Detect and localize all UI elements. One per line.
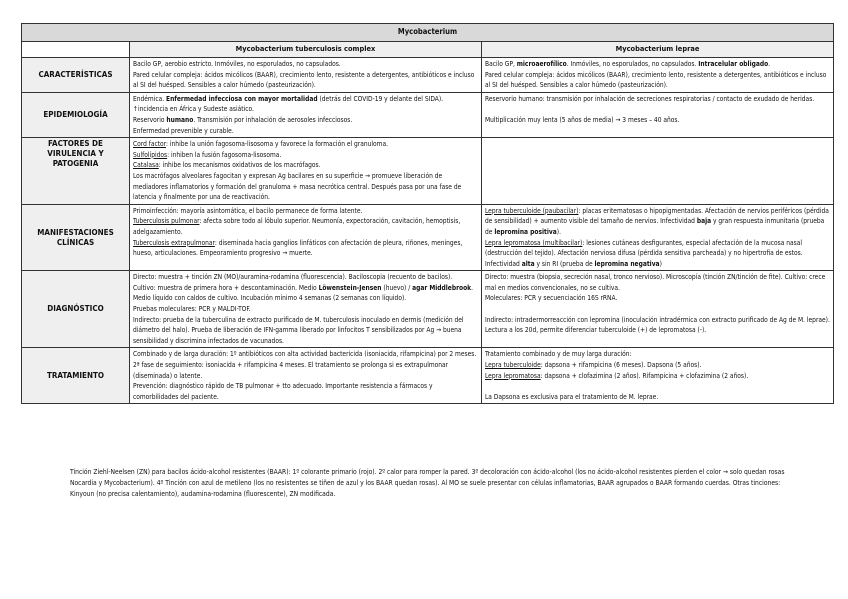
text-line: Indirecto: intradermorreacción con lepromina (inoculación intradérmica con extracto purificado de Ag de M. leprae). Lectura a los 20d, permite diferenciar tuberculoide (+) de lepromatosa (-). xyxy=(485,315,830,335)
underlined-term: Lepra lepromatosa (multibacilar) xyxy=(485,238,583,247)
text-line: Reservorio humano: transmisión por inhalación de secreciones respiratorias / contacto de exudado de heridas. xyxy=(485,94,815,103)
bold-text: Enfermedad infecciosa con mayor mortalidad xyxy=(166,94,318,103)
text-line: Combinado y de larga duración: 1º antibióticos con alta actividad bactericida (isoniacida, rifampicina) por 2 meses. 2ª fase de seguimiento: isoniacida + rifampicina 4 meses. El tratamiento se prolonga si es extrapulmonar (diseminada) o latente. xyxy=(133,350,477,380)
text-fragment: : inhibe los mecanismos oxidativos de los macrófagos. xyxy=(158,161,321,170)
row-label-manifestaciones: MANIFESTACIONES CLÍNICAS xyxy=(22,204,130,271)
column-header-tb: Mycobacterium tuberculosis complex xyxy=(130,42,482,58)
text-fragment: : diseminada hacia ganglios linfáticos con afectación de pleura, riñones, meninges, hueso, articulaciones. Empeoramiento progresivo → muerte. xyxy=(133,238,463,258)
column-header-leprae: Mycobacterium leprae xyxy=(482,42,834,58)
underlined-term: Lepra lepromatosa xyxy=(485,371,541,380)
text-fragment: : afecta sobre todo al lóbulo superior. Neumonía, expectoración, cavitación, hemoptisis, adelgazamiento. xyxy=(133,217,461,236)
bold-text: microaerofílico xyxy=(516,60,567,68)
text-line xyxy=(133,216,478,237)
cell-leprae-tratamiento xyxy=(482,348,834,404)
underlined-term: Catalasa xyxy=(133,161,159,170)
text-fragment: Bacilo GP, xyxy=(485,60,517,68)
text-line xyxy=(133,94,478,115)
bold-text: humano xyxy=(166,115,194,124)
text-line xyxy=(133,238,478,259)
bold-text: lepromina negativa xyxy=(594,259,660,268)
cell-tb-virulencia xyxy=(130,138,482,205)
text-line: Pared celular compleja: ácidos micólicos (BAAR), crecimiento lento, resistente a detergentes, antibióticos e incluso al SI del huésped. Sensibles a calor húmedo (pasteurización). xyxy=(485,70,827,90)
text-line: Enfermedad prevenible y curable. xyxy=(133,126,234,135)
text-line xyxy=(485,59,830,70)
row-tratamiento xyxy=(22,348,834,404)
underlined-term: Lepra tuberculoide (paubacilar) xyxy=(485,206,579,215)
text-line: Pared celular compleja: ácidos micólicos (BAAR), crecimiento lento, resistente a detergentes, antibióticos e incluso al SI del huésped. Sensibles a calor húmedo (pasteurización). xyxy=(133,70,475,90)
text-fragment: : inhibe la unión fagosoma-lisosoma y favorece la formación el granuloma. xyxy=(166,140,388,149)
text-line xyxy=(485,371,830,382)
text-fragment: . Medio líquido con caldos de cultivo. Incubación mínimo 4 semanas (2 semanas con líquido). xyxy=(133,283,473,303)
text-fragment: : inhiben la fusión fagosoma-lisosoma. xyxy=(167,150,282,159)
text-fragment: ). xyxy=(556,227,561,236)
row-virulencia xyxy=(22,138,834,205)
bold-text: baja xyxy=(696,217,712,226)
underlined-term: Cord factor xyxy=(133,140,167,149)
spacer xyxy=(485,381,830,392)
row-label-epidemiologia: EPIDEMIOLOGÍA xyxy=(22,92,130,137)
cell-tb-manifestaciones xyxy=(130,204,482,271)
text-line xyxy=(485,238,830,270)
text-fragment: (detrás del COVID-19 y delante del SIDA). ↑incidencia en África y Sudeste asiático. xyxy=(133,94,444,114)
row-label-tratamiento: TRATAMIENTO xyxy=(22,348,130,404)
row-label-caracteristicas: CARACTERÍSTICAS xyxy=(22,58,130,93)
column-header-row xyxy=(22,42,834,58)
underlined-term: Sulfolípidos xyxy=(133,150,168,159)
cell-leprae-epidemiologia xyxy=(482,92,834,137)
text-line: Directo: muestra (biopsia, secreción nasal, tronco nervioso). Microscopía (tinción ZN/tinción de fite). Cultivo: crece mal en medios convencionales, no se cultiva. xyxy=(485,273,826,292)
cell-tb-diagnostico xyxy=(130,271,482,348)
row-caracteristicas xyxy=(22,58,834,93)
cell-leprae-diagnostico xyxy=(482,271,834,348)
cell-tb-epidemiologia xyxy=(130,92,482,137)
text-fragment: . Transmisión por inhalación de aerosoles infecciosos. xyxy=(193,115,353,124)
row-manifestaciones xyxy=(22,204,834,271)
text-line: Tratamiento combinado y de muy larga duración: xyxy=(485,350,632,359)
text-fragment: Endémica. xyxy=(133,94,167,103)
row-diagnostico xyxy=(22,271,834,348)
text-fragment: y sin RI (prueba de xyxy=(534,259,595,268)
corner-cell xyxy=(22,42,130,58)
cell-leprae-virulencia xyxy=(482,138,834,205)
title-row xyxy=(22,24,834,42)
text-fragment: (huevo) / xyxy=(381,283,413,292)
text-line: Los macrófagos alveolares fagocitan y expresan Ag bacilares en su superficie → promueve liberación de mediadores inflamatorios y formación del granuloma + masa necrótica central. Después pasa por una fase de latencia y finalmente por una de reactivación. xyxy=(133,171,462,202)
text-fragment: ) xyxy=(659,259,662,268)
underlined-term: Tuberculosis extrapulmonar xyxy=(133,238,215,247)
row-label-diagnostico: DIAGNÓSTICO xyxy=(22,271,130,348)
cell-leprae-manifestaciones xyxy=(482,204,834,271)
bold-text: Löwenstein-Jensen xyxy=(318,283,382,292)
text-line xyxy=(133,283,478,304)
row-epidemiologia xyxy=(22,92,834,137)
table-title: Mycobacterium xyxy=(22,24,834,42)
text-line xyxy=(133,139,478,150)
footnote-ziehl-neelsen: Tinción Ziehl-Neelsen (ZN) para bacilos ácido-alcohol resistentes (BAAR): 1º colorante primario (rojo). 2º calor para romper la pared. 3º decoloración con ácido-alcohol (los no ácido-alcohol resistentes pierden el color → solo quedan rosas Nocardia y Mycobacterium). 4º Tinción con azul de metileno (los no resistentes se tiñen de azul y los BAAR quedan rosas). Al MO se suele presentar con células inflamatorias, BAAR agrupados o BAAR formando cuerdas. Otras tinciones: Kinyoun (no precisa calentamiento), audamina-rodamina (fluorescente), ZN modificada. xyxy=(70,468,785,498)
text-fragment: : lesiones cutáneas desfigurantes, especial afectación de la mucosa nasal (destrucción del tejido). Afectación nerviosa difusa (pérdida sensitiva parcheada) y no hipertrofia de estos. Infectividad xyxy=(485,238,803,268)
text-fragment: Reservorio xyxy=(133,115,167,124)
bold-text: agar Middlebrook xyxy=(412,283,472,292)
text-line xyxy=(133,115,478,126)
text-line: Indirecto: prueba de la tuberculina de extracto purificado de M. tuberculosis inoculado en dermis (medición del diámetro del halo). Prueba de liberación de IFN-gamma liberado por linfocitos T sensibilizados por Ag → buena sensibilidad y discrimina infectados de vacunados. xyxy=(133,315,464,345)
text-fragment: Cultivo: muestra de primera hora + descontaminación. Medio xyxy=(133,283,319,292)
text-fragment: . Inmóviles, no esporulados, no capsulados. xyxy=(566,60,699,68)
cell-leprae-caracteristicas xyxy=(482,58,834,93)
text-line: Pruebas moleculares: PCR y MALDI-TOF. xyxy=(133,305,251,314)
mycobacterium-table xyxy=(21,23,834,404)
text-line: Moleculares: PCR y secuenciación 16S rRNA. xyxy=(485,294,618,303)
cell-tb-caracteristicas xyxy=(130,58,482,93)
text-fragment: y gran respuesta inmunitaria (prueba de xyxy=(485,217,825,236)
underlined-term: Lepra tuberculoide xyxy=(485,361,541,370)
text-line: Prevención: diagnóstico rápido de TB pulmonar + tto adecuado. Importante resistencia a fármacos y comorbilidades del paciente. xyxy=(133,382,433,401)
text-line xyxy=(133,150,478,161)
text-line xyxy=(485,206,830,238)
cell-tb-tratamiento xyxy=(130,348,482,404)
text-line xyxy=(133,160,478,171)
spacer xyxy=(485,104,830,115)
text-line: Directo: muestra + tinción ZN (MO)/auramina-rodamina (fluorescencia). Baciloscopia (recuento de bacilos). xyxy=(133,273,453,282)
text-fragment: : dapsona + rifampicina (6 meses). Dapsona (5 años). xyxy=(540,361,702,370)
bold-text: alta xyxy=(521,259,535,268)
spacer xyxy=(485,304,830,315)
text-line: La Dapsona es exclusiva para el tratamiento de M. leprae. xyxy=(485,392,659,401)
text-line xyxy=(485,360,830,371)
bold-text: lepromina positiva xyxy=(494,227,557,236)
text-fragment: : dapsona + clofazimina (2 años). Rifampicina + clofazimina (2 años). xyxy=(540,371,749,380)
underlined-term: Tuberculosis pulmonar xyxy=(133,217,200,226)
text-line: Primoinfección: mayoría asintomática, el bacilo permanece de forma latente. xyxy=(133,206,363,215)
text-fragment: : placas eritematosas o hipopigmentadas. Afectación de nervios periféricos (pérdida de sensibilidad) + aumento visible del tamaño de nervios. Infectividad xyxy=(485,206,829,226)
text-line: Bacilo GP, aerobio estricto. Inmóviles, no esporulados, no capsulados. xyxy=(133,60,341,68)
text-line: Multiplicación muy lenta (5 años de media) → 3 meses – 40 años. xyxy=(485,115,680,124)
text-fragment: . xyxy=(768,60,771,68)
bold-text: Intracelular obligado xyxy=(698,60,769,68)
row-label-virulencia: FACTORES DE VIRULENCIA Y PATOGENIA xyxy=(22,138,130,205)
